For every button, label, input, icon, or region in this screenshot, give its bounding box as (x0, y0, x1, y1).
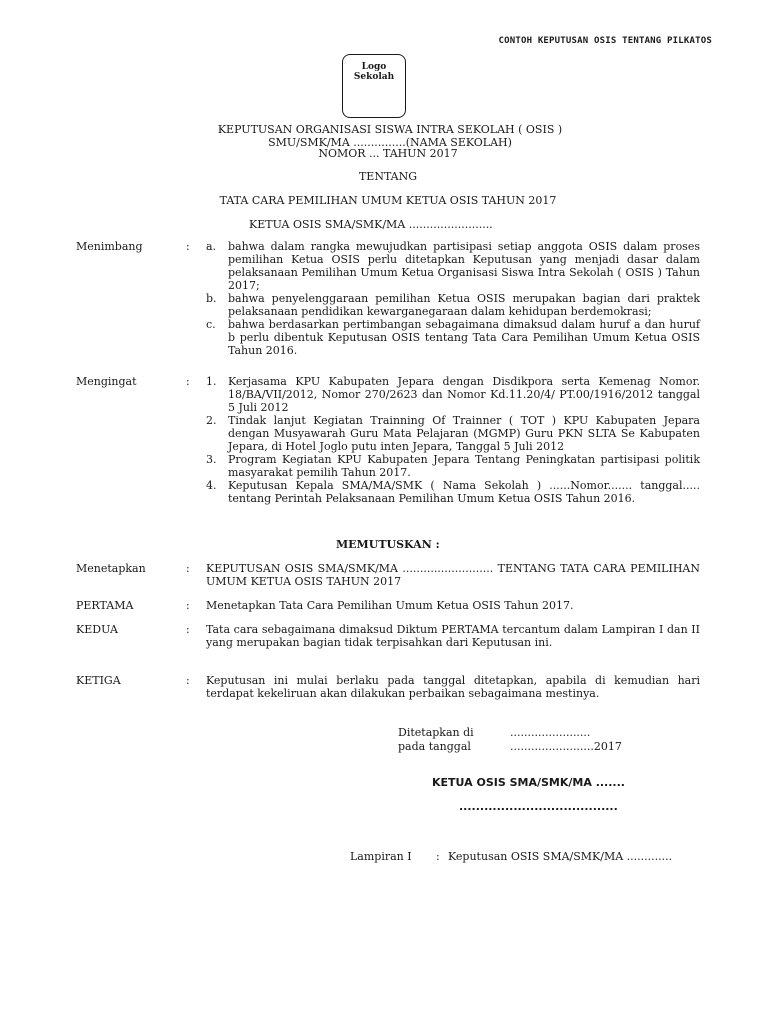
mengingat-item: 1. Kerjasama KPU Kabupaten Jepara dengan Disdikpora serta Kemenag Nomor. 18/BA/VII/2012, Nomor 270/2623 dan Nomor Kd.11.20/4/ PT.00/1916/2012 tanggal 5 Juli 2012 (206, 375, 700, 414)
menetapkan-label: Menetapkan (76, 562, 146, 575)
lampiran-text: Keputusan OSIS SMA/SMK/MA ............. (448, 850, 673, 863)
logo-line-2: Sekolah (353, 72, 395, 82)
ketiga-colon: : (186, 674, 190, 687)
tentang-heading: TENTANG (358, 170, 418, 183)
kedua-colon: : (186, 623, 190, 636)
mengingat-item: 2. Tindak lanjut Kegiatan Trainning Of Trainner ( TOT ) KPU Kabupaten Jepara dengan Musyawarah Guru Mata Pelajaran (MGMP) Guru PKN SLTA Se Kabupaten Jepara, di Hotel Joglo putu inten Jepara, Tanggal 5 Juli 2012 (206, 414, 700, 453)
mengingat-list (206, 375, 700, 505)
menimbang-label: Menimbang (76, 240, 143, 253)
ditetapkan-date-value: ........................2017 (510, 740, 622, 753)
lampiran-label: Lampiran I (350, 850, 412, 863)
header-note: CONTOH KEPUTUSAN OSIS TENTANG PILKATOS (498, 36, 712, 46)
ketiga-label: KETIGA (76, 674, 121, 687)
mengingat-item: 4. Keputusan Kepala SMA/MA/SMK ( Nama Sekolah ) ......Nomor....... tanggal..... tentang Perintah Pelaksanaan Pemilihan Umum Ketua OSIS Tahun 2016. (206, 479, 700, 505)
mengingat-label: Mengingat (76, 375, 137, 388)
signature-title: KETUA OSIS SMA/SMK/MA ....... (432, 776, 625, 789)
menimbang-item: b. bahwa penyelenggaraan pemilihan Ketua OSIS merupakan bagian dari praktek pelaksanaan pendidikan kewarganegaraan dalam kehidupan berdemokrasi; (206, 292, 700, 318)
logo-line-1: Logo (361, 62, 387, 72)
menimbang-list (206, 240, 700, 357)
decree-subject: TATA CARA PEMILIHAN UMUM KETUA OSIS TAHUN 2017 (219, 194, 557, 207)
kedua-text: Tata cara sebagaimana dimaksud Diktum PERTAMA tercantum dalam Lampiran I dan II yang merupakan bagian tidak terpisahkan dari Keputusan ini. (206, 623, 700, 649)
decree-issuer: KETUA OSIS SMA/SMK/MA ........................ (249, 218, 493, 231)
menimbang-item: a. bahwa dalam rangka mewujudkan partisipasi setiap anggota OSIS dalam proses pemilihan Ketua OSIS perlu ditetapkan Keputusan yang menjadi dasar dalam pelaksanaan Pemilihan Umum Ketua Organisasi Siswa Intra Sekolah ( OSIS ) Tahun 2017; (206, 240, 700, 292)
pertama-text: Menetapkan Tata Cara Pemilihan Umum Ketua OSIS Tahun 2017. (206, 599, 574, 612)
menimbang-item: c. bahwa berdasarkan pertimbangan sebagaimana dimaksud dalam huruf a dan huruf b perlu dibentuk Keputusan OSIS tentang Tata Cara Pemilihan Umum Ketua OSIS Tahun 2016. (206, 318, 700, 357)
title-line-1: KEPUTUSAN ORGANISASI SISWA INTRA SEKOLAH ( OSIS ) (217, 123, 563, 136)
menimbang-colon: : (186, 240, 190, 253)
memutuskan-heading: MEMUTUSKAN : (336, 538, 440, 551)
mengingat-item: 3. Program Kegiatan KPU Kabupaten Jepara Tentang Peningkatan partisipasi politik masyarakat pemilih Tahun 2017. (206, 453, 700, 479)
title-line-2: SMU/SMK/MA ...............(NAMA SEKOLAH) (268, 136, 512, 149)
ketiga-text: Keputusan ini mulai berlaku pada tanggal ditetapkan, apabila di kemudian hari terdapat kekeliruan akan dilakukan perbaikan sebagaimana mestinya. (206, 674, 700, 700)
ditetapkan-date-label: pada tanggal (398, 740, 471, 753)
pertama-colon: : (186, 599, 190, 612)
menetapkan-colon: : (186, 562, 190, 575)
ditetapkan-place-label: Ditetapkan di (398, 726, 474, 739)
kedua-label: KEDUA (76, 623, 118, 636)
school-logo-placeholder (342, 54, 406, 118)
signature-name: ...................................... (459, 800, 618, 813)
mengingat-colon: : (186, 375, 190, 388)
ditetapkan-place-value: ....................... (510, 726, 591, 739)
title-line-3: NOMOR ... TAHUN 2017 (318, 147, 458, 160)
pertama-label: PERTAMA (76, 599, 134, 612)
lampiran-colon: : (436, 850, 440, 863)
menetapkan-text: KEPUTUSAN OSIS SMA/SMK/MA .......................... TENTANG TATA CARA PEMILIHAN UMUM KETUA OSIS TAHUN 2017 (206, 562, 700, 588)
